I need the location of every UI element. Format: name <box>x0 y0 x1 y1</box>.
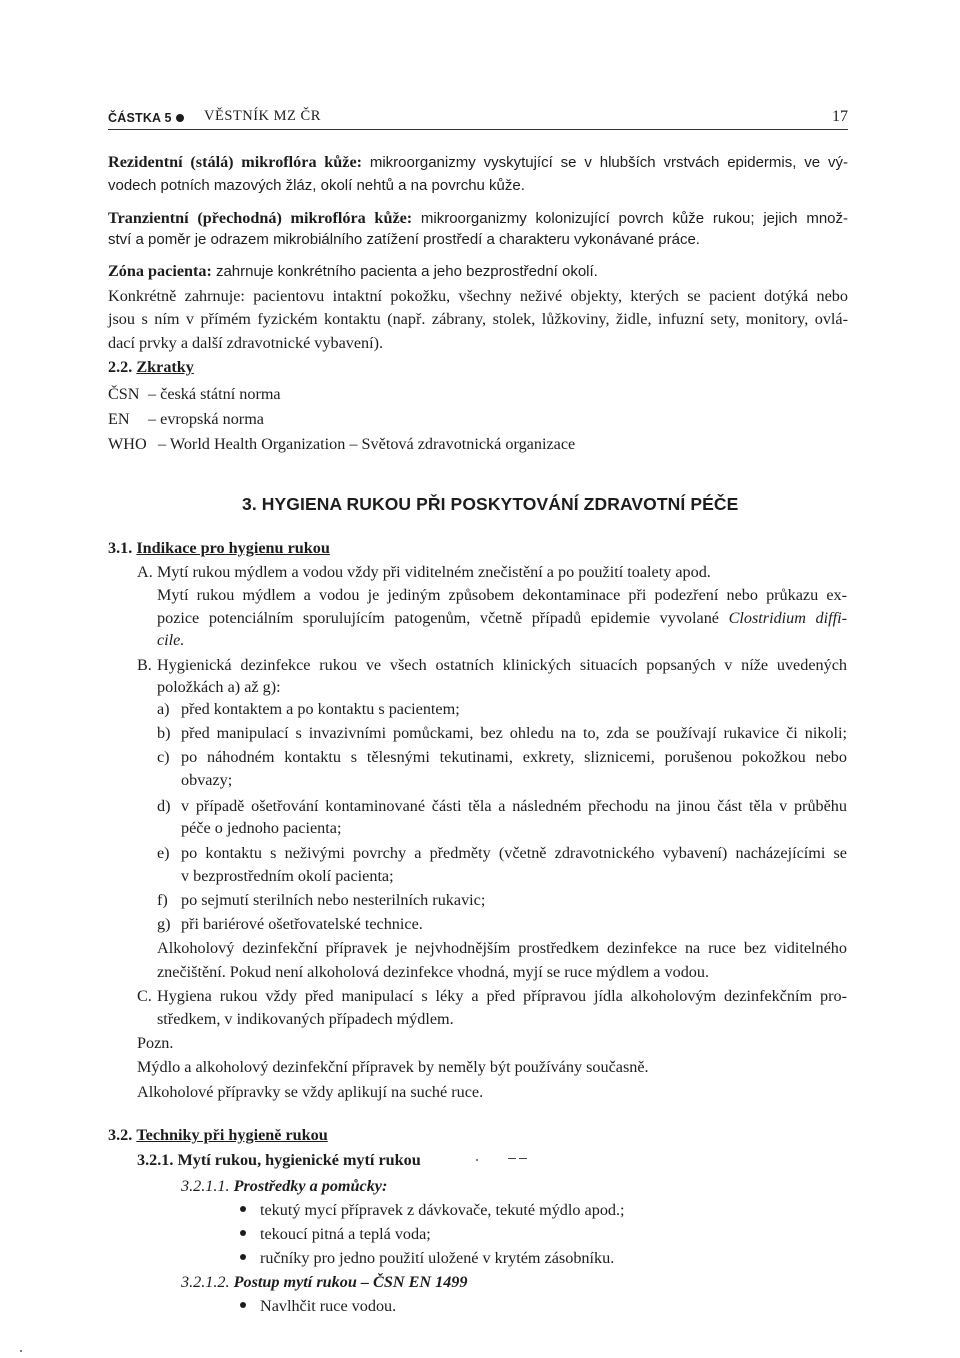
list-item-label: f) <box>157 891 168 909</box>
subsection-3-2-1-number: 3.2.1. <box>137 1151 174 1169</box>
indication-c-label: C. <box>137 987 152 1005</box>
list-item-label: e) <box>157 844 170 862</box>
tool-item: ručníky pro jedno použití uložené v krytém zásobníku. <box>260 1249 615 1267</box>
abbreviation-meaning: – World Health Organization – Světová zdravotnická organizace <box>158 435 576 453</box>
bullet-icon <box>240 1302 246 1308</box>
zone-definition <box>108 259 598 284</box>
subsection-3-2-1-1-number: 3.2.1.1. <box>181 1177 230 1195</box>
journal-title: VĚSTNÍK MZ ČR <box>204 108 321 124</box>
procedure-step: Navlhčit ruce vodou. <box>260 1297 397 1315</box>
indication-a-paragraph-text: pozice potenciálním sporulujícím patogenům, včetně případů epidemie vyvolané <box>157 609 719 627</box>
section-3-title: 3. HYGIENA RUKOU PŘI POSKYTOVÁNÍ ZDRAVOTNÍ PÉČE <box>242 494 739 514</box>
list-item-text: po kontaktu s neživými povrchy a předměty (včetně zdravotnického vybavení) nacházejícími se <box>181 844 847 862</box>
transient-term: Tranzientní (přechodná) mikroflóra kůže: <box>108 209 413 227</box>
indication-b-note-line-2: znečištění. Pokud není alkoholová dezinfekce vhodná, myjí se ruce mýdlem a vodou. <box>157 963 710 981</box>
abbreviation-code: EN <box>108 410 130 428</box>
subsection-3-2-1-heading <box>137 1148 421 1172</box>
list-item-text: péče o jednoho pacienta; <box>181 819 342 837</box>
indication-a-text: Mytí rukou mýdlem a vodou vždy při viditelném znečistění a po použití toalety apod. <box>157 563 711 581</box>
zone-detail-line-2: jsou s ním v přímém fyzickém kontaktu (např. zábrany, stolek, lůžkoviny, židle, infuzní sety, monitory, ovlá- <box>108 310 848 328</box>
bullet-icon <box>240 1230 246 1236</box>
indication-b-label: B. <box>137 656 152 674</box>
list-item-label: d) <box>157 797 171 815</box>
resident-definition-line-2: vodech potních mazových žláz, okolí nehtů a na povrchu kůže. <box>108 177 525 194</box>
list-item-text: před manipulací s invazivními pomůckami, bez ohledu na to, zda se používají rukavice či nikoli; <box>181 724 847 742</box>
list-item-text: obvazy; <box>181 771 233 789</box>
subsection-3-2-1-2-title: Postup mytí rukou – ČSN EN 1499 <box>233 1273 468 1291</box>
list-item-label: a) <box>157 700 170 718</box>
subsection-3-2-1-2-number: 3.2.1.2. <box>181 1273 230 1291</box>
subsection-3-2-1-title: Mytí rukou, hygienické mytí rukou <box>177 1151 421 1169</box>
resident-text: mikroorganizmy vyskytující se v hlubších vrstvách epidermis, ve vý- <box>369 154 849 171</box>
zone-text: zahrnuje konkrétního pacienta a jeho bezprostřední okolí. <box>215 263 598 280</box>
note-line-2: Alkoholové přípravky se vždy aplikují na suché ruce. <box>137 1083 484 1101</box>
abbreviations-title: Zkratky <box>136 358 194 376</box>
list-item-label: g) <box>157 915 171 933</box>
subsection-3-2-heading <box>108 1123 328 1147</box>
subsection-3-1-title: Indikace pro hygienu rukou <box>136 539 330 557</box>
abbreviations-heading <box>108 355 194 379</box>
subsection-3-2-1-2-heading <box>181 1270 467 1294</box>
indication-a-paragraph-line-1: Mytí rukou mýdlem a vodou je jediným způsobem dekontaminace při podezření nebo průkazu ex- <box>157 586 847 604</box>
issue-label: ČÁSTKA 5 <box>108 111 172 125</box>
indication-b-note-line-1: Alkoholový dezinfekční přípravek je nejvhodnějším prostředkem dezinfekce na ruce bez viditelného <box>157 939 847 957</box>
abbreviation-code: WHO <box>108 435 147 453</box>
abbreviation-row <box>108 382 281 406</box>
indication-a-paragraph-line-3: cile. <box>157 631 185 649</box>
zone-detail-line-3: dací prvky a další zdravotnické vybavení). <box>108 334 384 352</box>
page-number: 17 <box>832 108 848 125</box>
indication-c-text-line-1: Hygiena rukou vždy před manipulací s léky a před přípravou jídla alkoholovým dezinfekčním pro- <box>157 987 847 1005</box>
tool-item: tekutý mycí přípravek z dávkovače, tekuté mýdlo apod.; <box>260 1201 625 1219</box>
indication-a-label: A. <box>137 563 153 581</box>
abbreviation-row <box>108 432 575 456</box>
indication-c-text-line-2: středkem, v indikovaných případech mýdlem. <box>157 1010 454 1028</box>
subsection-3-1-heading <box>108 536 330 560</box>
scan-speck <box>476 1159 478 1161</box>
list-item-text: v případě ošetřování kontaminované části těla a následném přechodu na jinou část těla v průběhu <box>181 797 847 815</box>
list-item-text: po sejmutí sterilních nebo nesterilních rukavic; <box>181 891 486 909</box>
subsection-3-2-number: 3.2. <box>108 1126 133 1144</box>
scan-mark <box>508 1158 516 1159</box>
header-rule <box>108 129 848 130</box>
note-label: Pozn. <box>137 1034 174 1052</box>
indication-b-text-line-1: Hygienická dezinfekce rukou ve všech ostatních klinických situacích popsaných v níže uvedených <box>157 656 847 674</box>
abbreviation-row <box>108 407 264 431</box>
subsection-3-2-1-1-title: Prostředky a pomůcky: <box>233 1177 388 1195</box>
zone-detail-line-1: Konkrétně zahrnuje: pacientovu intaktní pokožku, všechny neživé objekty, kterých se pacient dotýká nebo <box>108 287 848 305</box>
resident-term: Rezidentní (stálá) mikroflóra kůže: <box>108 153 363 171</box>
scan-mark <box>519 1158 527 1159</box>
bullet-icon <box>240 1254 246 1260</box>
abbreviation-meaning: – česká státní norma <box>148 385 281 403</box>
list-item-text: před kontaktem a po kontaktu s pacientem; <box>181 700 460 718</box>
transient-text: mikroorganizmy kolonizující povrch kůže rukou; jejich množ- <box>420 210 848 227</box>
pathogen-name: Clostridium diffi- <box>728 609 848 627</box>
list-item-label: c) <box>157 748 170 766</box>
list-item-text: v bezprostředním okolí pacienta; <box>181 867 394 885</box>
scan-speck <box>20 1350 22 1352</box>
note-line-1: Mýdlo a alkoholový dezinfekční přípravek by neměly být používány současně. <box>137 1058 649 1076</box>
list-item-text: při bariérové ošetřovatelské technice. <box>181 915 423 933</box>
resident-definition-line-1 <box>108 150 848 175</box>
zone-term: Zóna pacienta: <box>108 262 212 280</box>
tool-item: tekoucí pitná a teplá voda; <box>260 1225 431 1243</box>
subsection-3-2-title: Techniky při hygieně rukou <box>136 1126 328 1144</box>
subsection-3-1-number: 3.1. <box>108 539 133 557</box>
abbreviation-code: ČSN <box>108 385 140 403</box>
abbreviation-meaning: – evropská norma <box>148 410 264 428</box>
list-item-text: po náhodném kontaktu s tělesnými tekutinami, exkrety, sliznicemi, porušenou pokožkou nebo <box>181 748 847 766</box>
header-bullet-icon <box>176 114 184 122</box>
indication-b-text-line-2: položkách a) až g): <box>157 678 281 696</box>
page-header <box>108 106 848 130</box>
indication-a-paragraph-line-2 <box>157 606 847 630</box>
bullet-icon <box>240 1206 246 1212</box>
abbreviations-number: 2.2. <box>108 358 133 376</box>
transient-definition-line-2: ství a poměr je odrazem mikrobiálního zatížení prostředí a charakteru vykonávané práce. <box>108 231 700 248</box>
subsection-3-2-1-1-heading <box>181 1174 387 1198</box>
list-item-label: b) <box>157 724 171 742</box>
